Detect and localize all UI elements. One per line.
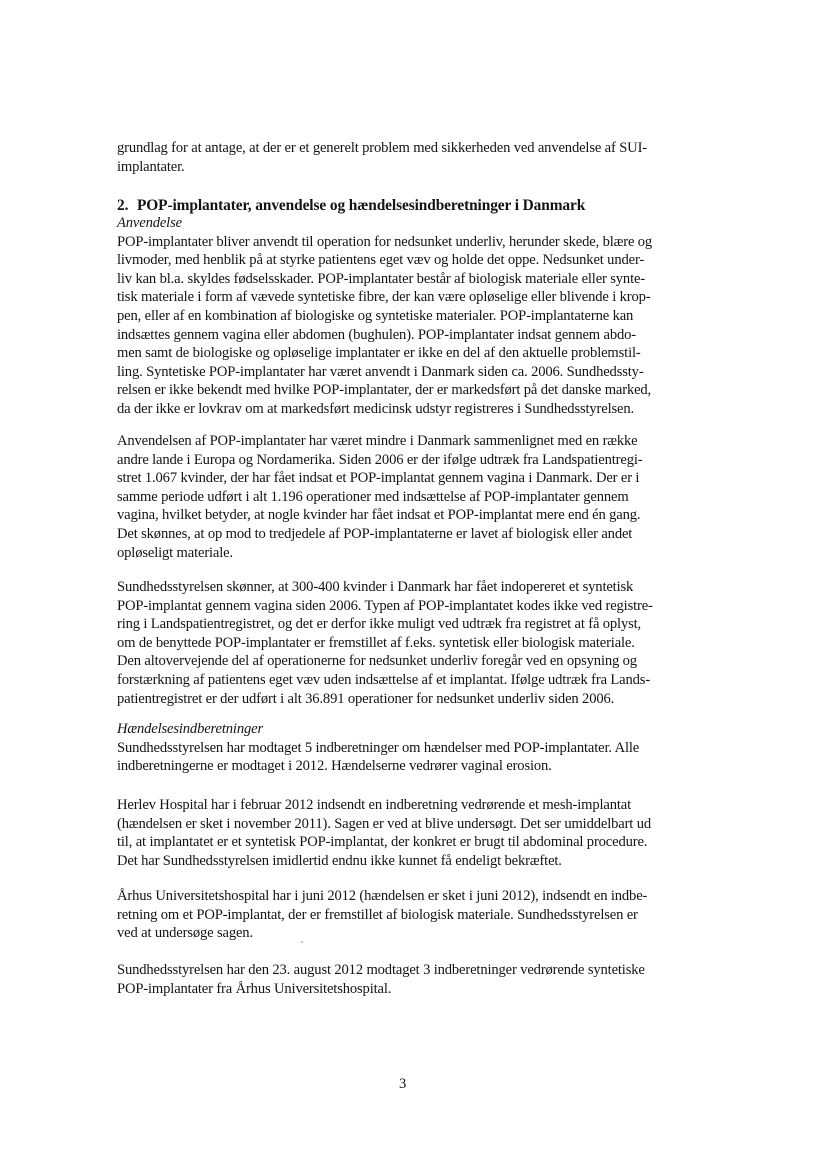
text-line: Det har Sundhedsstyrelsen imidlertid endnu ikke kunnet få endeligt bekræftet.: [117, 852, 562, 869]
text-line: grundlag for at antage, at der er et generelt problem med sikkerheden ved anvendelse af SUI-: [117, 140, 647, 156]
text-line: Sundhedsstyrelsen skønner, at 300-400 kvinder i Danmark har fået indopereret et syntetisk: [117, 579, 634, 595]
text-line: POP-implantater bliver anvendt til operation for nedsunket underliv, herunder skede, blære og: [117, 233, 653, 250]
text-line: Herlev Hospital har i februar 2012 indsendt en indberetning vedrørende et mesh-implantat: [117, 797, 632, 813]
section-heading: [117, 196, 585, 215]
haendelser-paragraph-2: [117, 796, 651, 870]
text-line: implantater.: [117, 158, 185, 175]
text-line: patientregistret er der udført i alt 36.891 operationer for nedsunket underliv siden 2006.: [117, 690, 615, 707]
haendelser-paragraph-3: [117, 887, 647, 943]
text-line: da der ikke er lovkrav om at markedsført medicinsk udstyr registreres i Sundhedsstyrelsen.: [117, 400, 635, 417]
text-line: indberetningerne er modtaget i 2012. Hændelserne vedrører vaginal erosion.: [117, 758, 552, 775]
anvendelse-section: [117, 214, 652, 419]
text-line: livmoder, med henblik på at styrke patientens eget væv og holde det oppe. Nedsunket under-: [117, 252, 645, 269]
text-line: til, at implantatet er et syntetisk POP-implantat, der konkret er brugt til abdominal procedure.: [117, 834, 648, 851]
intro-paragraph: [117, 139, 647, 176]
text-line: ved at undersøge sagen.: [117, 925, 253, 942]
text-line: vagina, hvilket betyder, at nogle kvinder har fået indsat et POP-implantat mere end én gang.: [117, 507, 641, 524]
text-line: POP-implantater fra Århus Universitetshospital.: [117, 980, 392, 997]
text-line: men samt de biologiske og opløselige implantater er ikke en del af den aktuelle problemstil-: [117, 345, 641, 362]
page-number: 3: [399, 1076, 407, 1092]
text-line: om de benyttede POP-implantater er fremstillet af f.eks. syntetisk eller biologisk materiale.: [117, 634, 635, 651]
text-line: Sundhedsstyrelsen har den 23. august 2012 modtaget 3 indberetninger vedrørende syntetiske: [117, 962, 645, 978]
text-line: opløseligt materiale.: [117, 544, 233, 561]
section-number: 2.: [117, 197, 129, 214]
section-title: POP-implantater, anvendelse og hændelsesindberetninger i Danmark: [137, 197, 586, 214]
text-line: indsættes gennem vagina eller abdomen (bughulen). POP-implantater indsat gennem abdo-: [117, 326, 636, 343]
text-line: liv kan bl.a. skyldes fødselsskader. POP-implantater består af biologisk materiale eller synte-: [117, 270, 646, 287]
text-line: (hændelsen er sket i november 2011). Sagen er ved at blive undersøgt. Det ser umiddelbart ud: [117, 815, 651, 832]
text-line: tisk materiale i form af vævede syntetiske fibre, der kan være opløselige eller blivende i krop-: [117, 289, 651, 306]
text-line: ring i Landspatientregistret, og det er derfor ikke muligt ved udtræk fra registret at få oplyst,: [117, 616, 642, 633]
text-line: POP-implantat gennem vagina siden 2006. Typen af POP-implantatet kodes ikke ved registre-: [117, 597, 653, 614]
haendelser-paragraph-4: [117, 961, 645, 998]
text-line: ling. Syntetiske POP-implantater har været anvendt i Danmark siden ca. 2006. Sundhedssty-: [117, 363, 644, 380]
text-line: andre lande i Europa og Nordamerika. Siden 2006 er der ifølge udtræk fra Landspatientregi-: [117, 451, 643, 468]
text-line: stret 1.067 kvinder, der har fået indsat et POP-implantat gennem vagina i Danmark. Der er i: [117, 470, 640, 487]
text-line: Århus Universitetshospital har i juni 2012 (hændelsen er sket i juni 2012), indsendt en indbe-: [117, 888, 648, 904]
text-line: pen, eller af en kombination af biologiske og syntetiske materialer. POP-implantaterne kan: [117, 307, 634, 324]
haendelser-subheading: Hændelsesindberetninger: [117, 721, 263, 737]
text-line: Anvendelsen af POP-implantater har været mindre i Danmark sammenlignet med en række: [117, 433, 638, 449]
text-line: samme periode udført i alt 1.196 operationer med indsættelse af POP-implantater gennem: [117, 488, 629, 505]
text-line: Det skønnes, at op mod to tredjedele af POP-implantaterne er lavet af biologisk eller andet: [117, 525, 633, 542]
text-line: forstærkning af patientens eget væv uden indsættelse af et implantat. Ifølge udtræk fra Lands-: [117, 671, 651, 688]
anvendelse-subheading: Anvendelse: [117, 215, 182, 231]
text-line: relsen er ikke bekendt med hvilke POP-implantater, der er markedsført på det danske marked,: [117, 382, 652, 399]
scan-speck: [301, 941, 303, 943]
anvendelse-paragraph-2: [117, 432, 642, 562]
text-line: Den altovervejende del af operationerne for nedsunket underliv foregår ved en opsyning og: [117, 653, 637, 670]
text-line: retning om et POP-implantat, der er fremstillet af biologisk materiale. Sundhedsstyrelsen er: [117, 906, 638, 923]
text-line: Sundhedsstyrelsen har modtaget 5 indberetninger om hændelser med POP-implantater. Alle: [117, 739, 640, 756]
haendelser-section: [117, 720, 639, 776]
anvendelse-paragraph-3: [117, 578, 653, 708]
